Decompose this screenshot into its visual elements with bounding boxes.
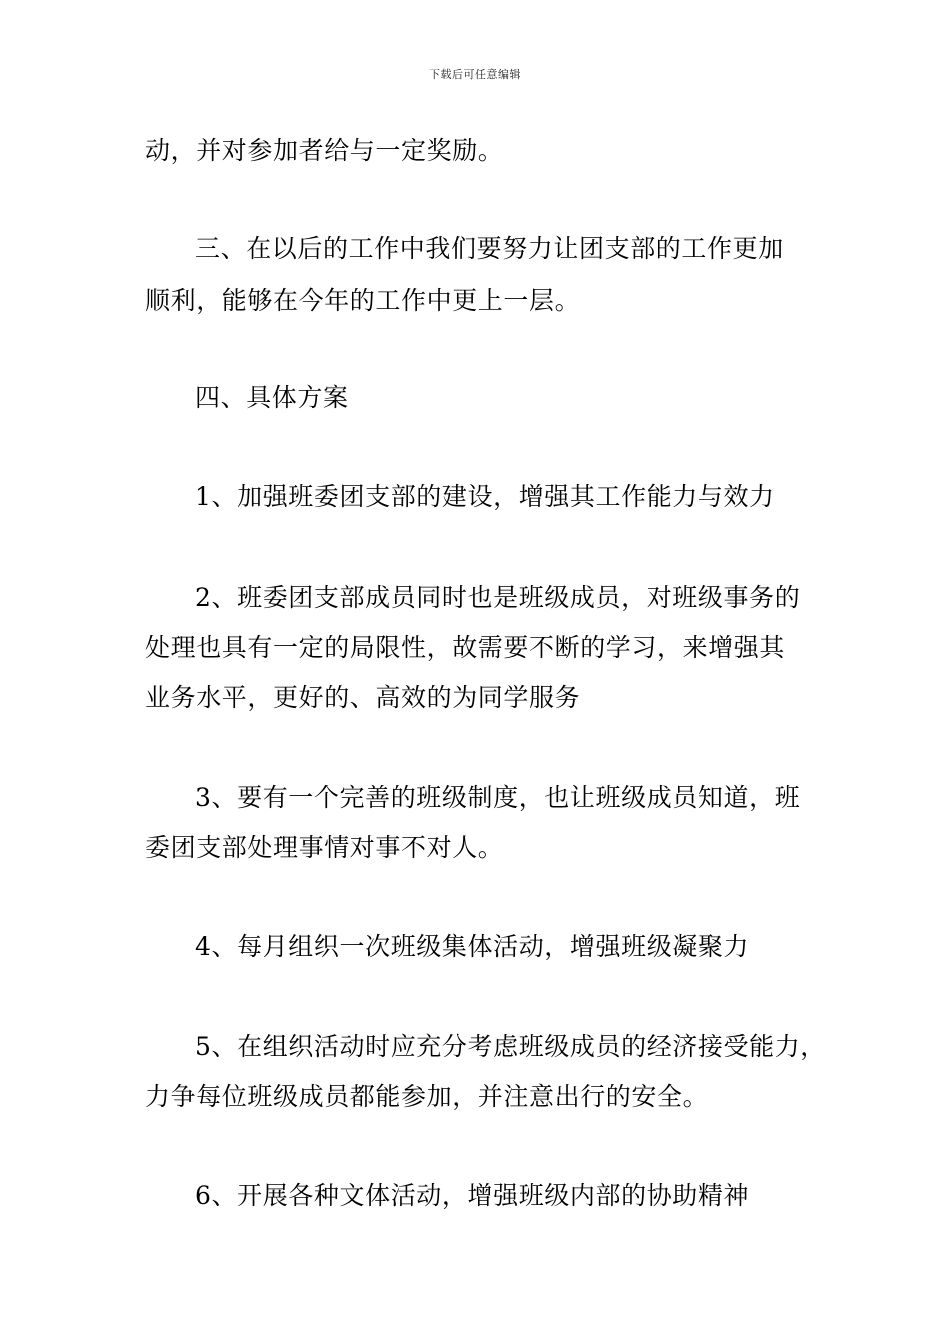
- page-header: 下载后可任意编辑: [429, 68, 521, 81]
- paragraph-4-line-0: 2、班委团支部成员同时也是班级成员，对班级事务的: [195, 583, 801, 612]
- paragraph-1-line-0: 三、在以后的工作中我们要努力让团支部的工作更加: [195, 234, 784, 263]
- paragraph-3-line-0: 1、加强班委团支部的建设，增强其工作能力与效力: [195, 482, 775, 511]
- paragraph-5-line-1: 委团支部处理事情对事不对人。: [145, 833, 504, 862]
- paragraph-5-line-0: 3、要有一个完善的班级制度，也让班级成员知道，班: [195, 783, 801, 812]
- paragraph-8-line-0: 6、开展各种文体活动，增强班级内部的协助精神: [195, 1181, 750, 1210]
- paragraph-1-line-1: 顺利，能够在今年的工作中更上一层。: [145, 286, 581, 315]
- paragraph-2-line-0: 四、具体方案: [195, 383, 349, 412]
- paragraph-7-line-1: 力争每位班级成员都能参加，并注意出行的安全。: [145, 1082, 709, 1111]
- paragraph-0-line-0: 动，并对参加者给与一定奖励。: [145, 136, 504, 165]
- paragraph-7-line-0: 5、在组织活动时应充分考虑班级成员的经济接受能力，: [195, 1032, 826, 1061]
- paragraph-4-line-2: 业务水平，更好的、高效的为同学服务: [145, 683, 581, 712]
- paragraph-6-line-0: 4、每月组织一次班级集体活动，增强班级凝聚力: [195, 932, 750, 961]
- paragraph-4-line-1: 处理也具有一定的局限性，故需要不断的学习，来增强其: [145, 633, 786, 662]
